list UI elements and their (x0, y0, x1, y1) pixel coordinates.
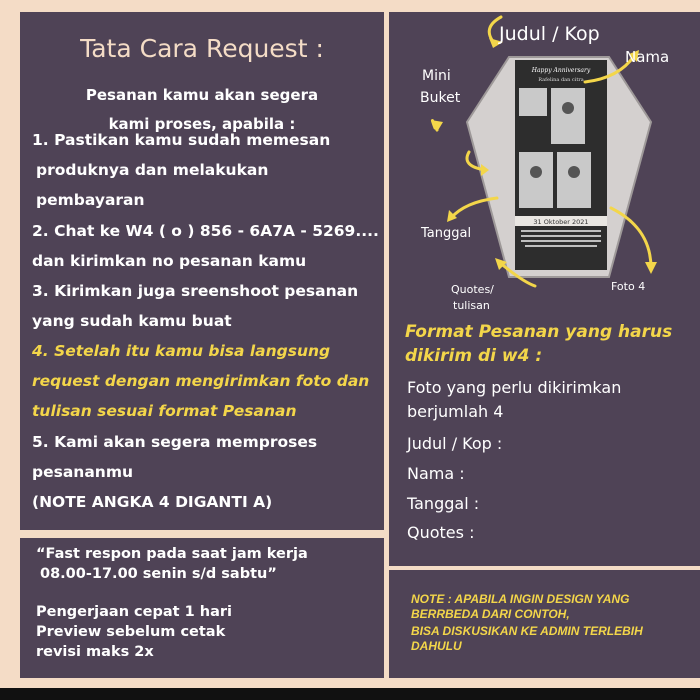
format-line-tanggal: Tanggal : (407, 494, 480, 513)
quote-line-1: “Fast respon pada saat jam kerja (36, 546, 308, 562)
label-tanggal: Tanggal (421, 226, 472, 241)
step-1-line-3: pembayaran (36, 191, 145, 209)
service-info-panel (20, 538, 384, 678)
step-3-line-2: yang sudah kamu buat (32, 312, 232, 330)
intro-line-2: kami proses, apabila : (108, 115, 296, 133)
photo-frame-3 (519, 152, 553, 208)
format-panel (389, 12, 700, 566)
step-4-line-3: tulisan sesuai format Pesanan (32, 402, 297, 420)
note-line-4: DAHULU (411, 639, 462, 653)
label-foto: Foto 4 (611, 280, 646, 293)
quote-text-line (521, 240, 601, 242)
card-title: Happy Anniversary (531, 67, 591, 74)
photo-person-icon (568, 166, 580, 178)
step-3-line-1: 3. Kirimkan juga sreenshoot pesanan (32, 282, 359, 300)
step-2-line-1: 2. Chat ke W4 ( o ) 856 - 6A7A - 5269.... (32, 222, 379, 240)
quote-text-line (521, 235, 601, 237)
intro-line-1: Pesanan kamu akan segera (85, 86, 319, 104)
photo-person-icon (530, 166, 542, 178)
step-2-line-2: dan kirimkan no pesanan kamu (32, 252, 307, 270)
quote-text-line (525, 245, 597, 247)
card-date: 31 Oktober 2021 (533, 218, 589, 226)
label-buket: Buket (420, 90, 461, 106)
service-line-2: Preview sebelum cetak (36, 624, 226, 640)
note-line-3: BISA DISKUSIKAN KE ADMIN TERLEBIH (411, 624, 643, 638)
step-5-line-1: 5. Kami akan segera memproses (32, 433, 318, 451)
service-line-3: revisi maks 2x (36, 644, 154, 660)
design-example-diagram (389, 12, 700, 322)
photo-person-icon (562, 102, 574, 114)
bottom-border (0, 688, 700, 700)
step-1-line-1: 1. Pastikan kamu sudah memesan (32, 131, 331, 149)
instructions-panel (20, 12, 384, 530)
format-line-judul: Judul / Kop : (407, 434, 503, 453)
step-4-line-2: request dengan mengirimkan foto dan (32, 372, 370, 390)
format-title-1: Format Pesanan yang harus (405, 322, 673, 342)
panel-title: Tata Cara Request : (80, 34, 324, 63)
format-line-nama: Nama : (407, 464, 465, 483)
format-title-2: dikirim di w4 : (405, 346, 543, 366)
label-quotes: Quotes/ (451, 283, 494, 296)
step-1-line-2: produknya dan melakukan (36, 161, 269, 179)
format-line-foto: Foto yang perlu dikirimkan (407, 378, 622, 397)
step-5-line-2: pesananmu (32, 463, 134, 481)
note-panel (389, 570, 700, 678)
note-angka: (NOTE ANGKA 4 DIGANTI A) (32, 493, 273, 511)
quote-line-2: 08.00-17.00 senin s/d sabtu” (40, 566, 277, 582)
label-judul: Judul / Kop (499, 23, 600, 45)
step-4-line-1: 4. Setelah itu kamu bisa langsung (32, 342, 331, 360)
arrow-head (645, 262, 657, 274)
photo-frame-4 (557, 152, 591, 208)
note-line-2: BERRBEDA DARI CONTOH, (411, 607, 570, 621)
label-tulisan: tulisan (453, 299, 490, 312)
label-nama: Nama (625, 48, 670, 66)
service-line-1: Pengerjaan cepat 1 hari (36, 604, 232, 620)
note-line-1: NOTE : APABILA INGIN DESIGN YANG (411, 592, 630, 606)
photo-frame-1 (519, 88, 547, 116)
card-names: Rafelina dan citra (538, 77, 584, 83)
format-line-jumlah: berjumlah 4 (407, 402, 504, 421)
label-mini: Mini (422, 68, 451, 84)
format-line-quotes: Quotes : (407, 523, 475, 542)
photo-frame-2 (551, 88, 585, 144)
quote-text-line (521, 230, 601, 232)
